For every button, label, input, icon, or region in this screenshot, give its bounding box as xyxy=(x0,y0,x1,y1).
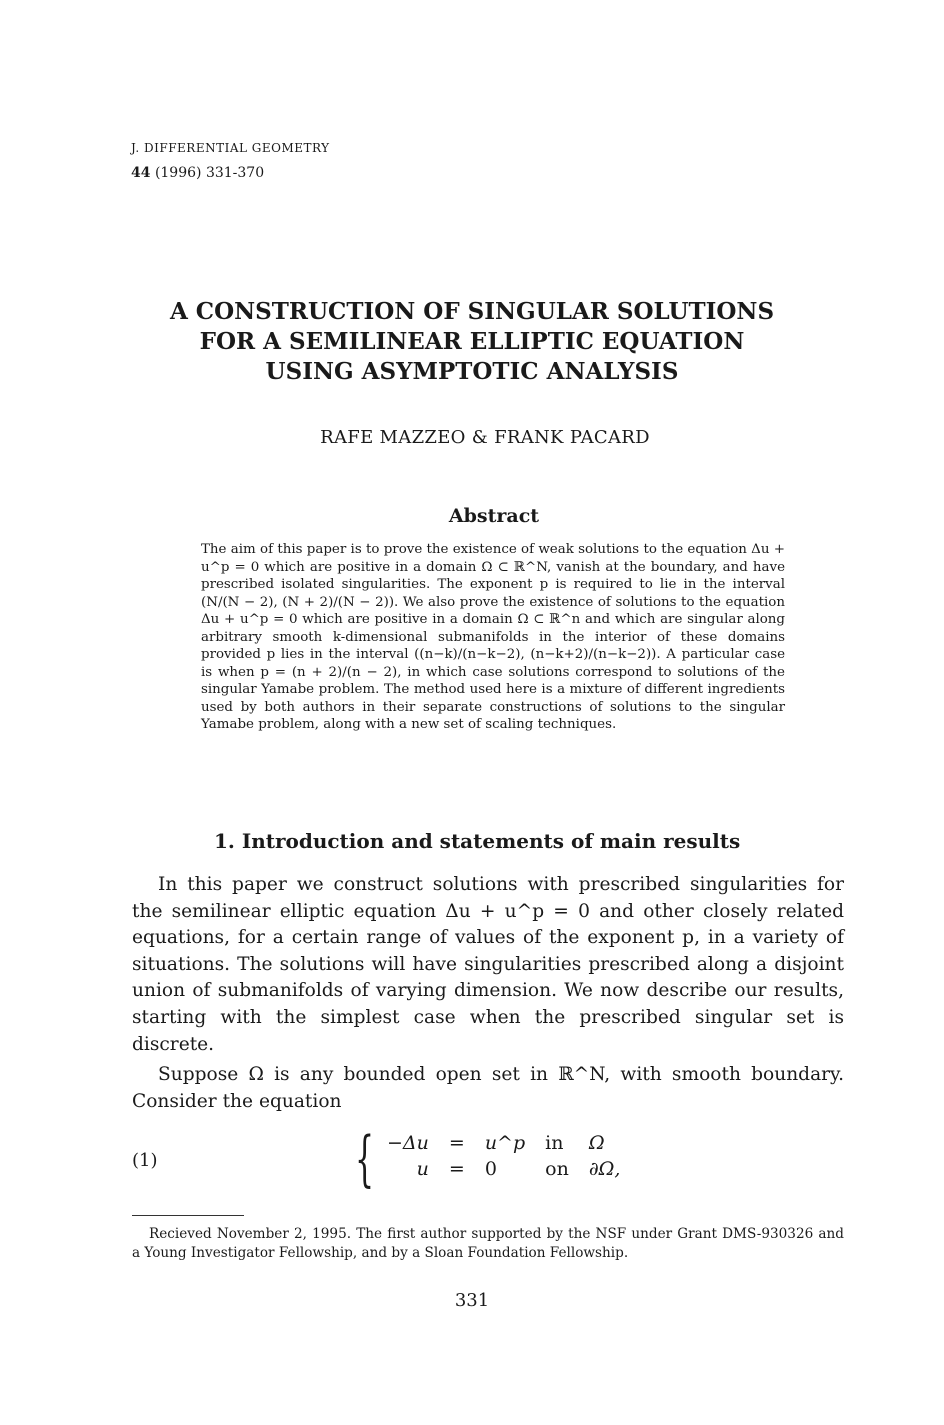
title-line-2: FOR A SEMILINEAR ELLIPTIC EQUATION xyxy=(199,328,745,355)
paper-title xyxy=(100,297,844,387)
equation-rhs: u^p xyxy=(484,1132,526,1154)
volume-info xyxy=(131,165,264,181)
intro-paragraph-1: In this paper we construct solutions with prescribed singularities for the semilinear elliptic equation Δu + u^p = 0 and other closely related equations, for a certain range of values of the exponent p, in a variety of situations. The solutions will have singularities prescribed along a disjoint union of submanifolds of varying dimension. We now describe our results, starting with the simplest case when the prescribed singular set is discrete. xyxy=(132,874,844,1055)
equation-rhs: 0 xyxy=(484,1158,497,1180)
journal-name: J. DIFFERENTIAL GEOMETRY xyxy=(131,141,330,155)
equation-word: in xyxy=(545,1132,564,1154)
footnote: Recieved November 2, 1995. The first author supported by the NSF under Grant DMS-930326 and a Young Investigator Fellowship, and by a Sloan Foundation Fellowship. xyxy=(132,1226,844,1261)
equation-word: on xyxy=(545,1158,569,1180)
equation-domain: Ω xyxy=(588,1132,605,1154)
equation-row xyxy=(377,1156,630,1182)
title-line-1: A CONSTRUCTION OF SINGULAR SOLUTIONS xyxy=(169,298,775,325)
section-heading: 1. Introduction and statements of main results xyxy=(214,829,741,853)
equation-system xyxy=(377,1130,630,1182)
brace-symbol: { xyxy=(355,1124,375,1194)
authors: RAFE MAZZEO & FRANK PACARD xyxy=(320,427,650,448)
abstract-heading: Abstract xyxy=(448,505,540,527)
title-line-3: USING ASYMPTOTIC ANALYSIS xyxy=(265,358,679,385)
equation-label: (1) xyxy=(132,1150,158,1171)
equation-lhs: u xyxy=(416,1158,429,1180)
intro-paragraph-2: Suppose Ω is any bounded open set in ℝ^N, with smooth boundary. Consider the equation xyxy=(132,1064,844,1112)
equation-domain: ∂Ω, xyxy=(588,1158,621,1180)
page-number: 331 xyxy=(454,1290,490,1311)
equation-row xyxy=(377,1130,630,1156)
abstract-text: The aim of this paper is to prove the existence of weak solutions to the equation Δu + u^p = 0 which are positive in a domain Ω ⊂ ℝ^N, vanish at the boundary, and have prescribed isolated singularities. The exponent p is required to lie in the interval (N/(N − 2), (N + 2)/(N − 2)). We also prove the existence of solutions to the equation Δu + u^p = 0 which are positive in a domain Ω ⊂ ℝ^n and which are singular along arbitrary smooth k-dimensional submanifolds in the interior of these domains provided p lies in the interval ((n−k)/(n−k−2), (n−k+2)/(n−k−2)). A particular case is when p = (n + 2)/(n − 2), in which case solutions correspond to solutions of the singular Yamabe problem. The method used here is a mixture of different ingredients used by both authors in their separate constructions of solutions to the singular Yamabe problem, along with a new set of scaling techniques. xyxy=(201,542,785,732)
equation-rel: = xyxy=(448,1158,465,1180)
footnote-rule xyxy=(132,1215,244,1216)
equation-rel: = xyxy=(448,1132,465,1154)
volume-number: 44 xyxy=(131,165,151,181)
year-pages: (1996) 331-370 xyxy=(154,165,265,181)
equation-lhs: −Δu xyxy=(387,1132,429,1154)
